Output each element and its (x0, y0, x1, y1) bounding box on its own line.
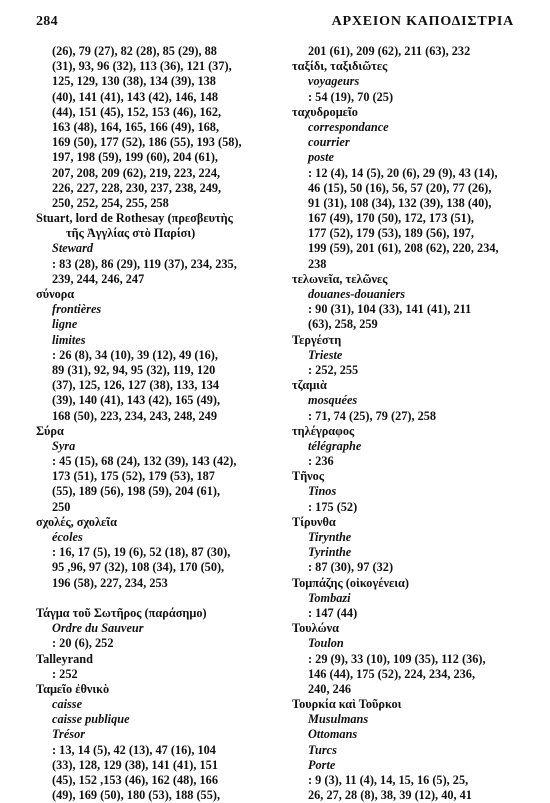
index-entry-french-term: douanes-douaniers (308, 287, 406, 301)
index-entry-heading: Τίρυνθα (292, 514, 336, 529)
index-entry-continuation: 201 (61), 209 (62), 211 (63), 232 (308, 44, 471, 58)
index-entry-continuation: 197, 198 (59), 199 (60), 204 (61), (52, 150, 218, 165)
index-column-left (36, 44, 274, 803)
index-entry-heading: τζαμιὰ (292, 378, 327, 393)
index-entry-french-term: courrier (308, 135, 350, 150)
page-number: 284 (36, 14, 58, 29)
index-entry-french-term: Syra (52, 438, 76, 453)
index-entry-french-term: correspondance (308, 119, 389, 134)
index-entry-pages: : 87 (30), 97 (32) (308, 560, 394, 575)
index-entry-continuation: 226, 227, 228, 230, 237, 238, 249, (52, 180, 222, 195)
index-entry-french-term: Toulon (308, 636, 344, 651)
index-entry-heading: Talleyrand (36, 651, 93, 666)
index-entry-heading: τηλέγραφος (292, 423, 355, 438)
index-entry-heading: ταχυδρομεῖο (292, 104, 358, 119)
index-entry-heading: Ταμεῖο ἐθνικὸ (36, 681, 110, 696)
index-entry-heading: σχολές, σχολεῖα (36, 514, 117, 529)
index-entry-continuation: 199 (59), 201 (61), 208 (62), 220, 234, (308, 241, 499, 256)
index-entry-french-term: Trieste (308, 347, 343, 362)
index-entry-continuation: (26), 79 (27), 82 (28), 85 (29), 88 (52, 44, 217, 58)
index-entry-continuation: 250 (52, 499, 71, 514)
index-entry-heading: σύνορα (36, 287, 75, 301)
index-entry-french-term: caisse publique (52, 712, 130, 727)
index-entry-heading: Σύρα (36, 423, 64, 438)
index-entry-continuation: (44), 151 (45), 152, 153 (46), 162, (52, 104, 222, 119)
index-entry-continuation: 163 (48), 164, 165, 166 (49), 168, (52, 119, 220, 134)
index-entry-pages: : 252, 255 (308, 362, 359, 377)
index-entry-continuation: 146 (44), 175 (52), 224, 234, 236, (308, 666, 476, 681)
index-entry-continuation: 46 (15), 50 (16), 56, 57 (20), 77 (26), (308, 180, 492, 195)
index-entry-heading: Τῆνος (292, 469, 325, 484)
index-entry-continuation: (33), 128, 129 (38), 141 (41), 151 (52, 757, 218, 772)
index-entry-french-term: voyageurs (308, 74, 360, 89)
index-entry-heading: Stuart, lord de Rothesay (πρεσβευτὴς (36, 211, 233, 226)
index-entry-pages: : 13, 14 (5), 42 (13), 47 (16), 104 (52, 742, 216, 757)
index-entry-continuation: (39), 140 (41), 143 (42), 165 (49), (52, 393, 221, 408)
index-entry-heading: Τουρκία καὶ Τοῦρκοι (292, 697, 402, 712)
index-entry-continuation: 26, 27, 28 (8), 38, 39 (12), 40, 41 (308, 788, 472, 803)
index-entry-french-term: frontières (52, 302, 102, 317)
index-entry-pages: : 175 (52) (308, 499, 358, 514)
index-entry-pages: : 83 (28), 86 (29), 119 (37), 234, 235, (52, 256, 237, 271)
index-entry-continuation: 168 (50), 223, 234, 243, 248, 249 (52, 408, 217, 423)
index-entry-pages: : 252 (52, 666, 78, 681)
index-entry-french-term: télégraphe (308, 438, 362, 453)
index-entry-continuation: 238 (308, 256, 327, 271)
index-entry-pages: : 26 (8), 34 (10), 39 (12), 49 (16), (52, 347, 218, 362)
index-entry-continuation: (37), 125, 126, 127 (38), 133, 134 (52, 378, 220, 393)
index-entry-pages: : 16, 17 (5), 19 (6), 52 (18), 87 (30), (52, 545, 231, 560)
index-entry-french-term: Porte (308, 757, 336, 772)
running-header (36, 14, 514, 36)
index-entry-french-term: limites (52, 332, 86, 347)
index-spacer (36, 591, 274, 606)
running-head-title: ΑΡΧΕΙΟΝ ΚΑΠΟΔΙΣΤΡΙΑ (331, 14, 514, 29)
index-entry-heading: Τομπάζης (οἰκογένεια) (292, 575, 409, 590)
index-entry-continuation: 173 (51), 175 (52), 179 (53), 187 (52, 469, 215, 484)
index-entry-pages: : 45 (15), 68 (24), 132 (39), 143 (42), (52, 454, 237, 469)
index-entry-pages: : 20 (6), 252 (52, 636, 114, 651)
index-entry-french-term: Steward (52, 241, 93, 256)
index-entry-heading: τελωνεῖα, τελῶνες (292, 271, 388, 286)
index-entry-french-term: mosquées (308, 393, 358, 408)
index-entry-pages: : 90 (31), 104 (33), 141 (41), 211 (308, 302, 472, 317)
index-entry-heading: Τουλώνα (292, 621, 340, 636)
index-entry-continuation: 125, 129, 130 (38), 134 (39), 138 (52, 74, 216, 89)
index-entry-french-term: caisse (52, 697, 83, 712)
index-entry-continuation: 167 (49), 170 (50), 172, 173 (51), (308, 211, 474, 226)
index-entry-continuation: 169 (50), 177 (52), 186 (55), 193 (58), (52, 135, 242, 150)
index-entry-french-term: Turcs (308, 742, 337, 757)
index-entry-heading: ταξίδι, ταξιδιῶτες (292, 59, 388, 74)
index-entry-french-term: Tyrinthe (308, 545, 352, 560)
index-entry-continuation: 196 (58), 227, 234, 253 (52, 575, 168, 590)
index-entry-french-term: écoles (52, 530, 83, 544)
index-entry-continuation: 89 (31), 92, 94, 95 (32), 119, 120 (52, 362, 216, 377)
index-entry-french-term: Trésor (52, 727, 86, 742)
index-entry-french-term: Tombazi (308, 590, 351, 605)
index-entry-pages: : 12 (4), 14 (5), 20 (6), 29 (9), 43 (14), (308, 165, 498, 180)
index-entry-continuation: 239, 244, 246, 247 (52, 271, 145, 286)
index-entry-continuation: (31), 93, 96 (32), 113 (36), 121 (37), (52, 59, 232, 74)
index-entry-french-term: ligne (52, 317, 78, 332)
index-entry-pages: : 147 (44) (308, 605, 358, 620)
index-entry-heading: Τεργέστη (292, 332, 342, 347)
index-entry-heading: Τάγμα τοῦ Σωτῆρος (παράσημο) (36, 605, 207, 620)
index-entry-continuation: 207, 208, 209 (62), 219, 223, 224, (52, 165, 221, 180)
index-entry-continuation: (45), 152 ,153 (46), 162 (48), 166 (52, 773, 218, 787)
index-entry-french-term: Musulmans (308, 712, 369, 727)
index-entry-french-term: Tinos (308, 484, 337, 499)
index-entry-pages: : 236 (308, 454, 334, 469)
index-entry-pages: : 71, 74 (25), 79 (27), 258 (308, 408, 437, 423)
index-column-right (292, 44, 518, 803)
index-entry-pages: : 9 (3), 11 (4), 14, 15, 16 (5), 25, (308, 773, 469, 787)
index-entry-french-term: Ottomans (308, 727, 358, 742)
index-entry-continuation: 95 ,96, 97 (32), 108 (34), 170 (50), (52, 560, 225, 575)
index-entry-pages: : 54 (19), 70 (25) (308, 89, 394, 104)
index-entry-continuation: τῆς Ἀγγλίας στὸ Παρίσι) (66, 226, 196, 241)
index-entry-continuation: 177 (52), 179 (53), 189 (56), 197, (308, 226, 474, 241)
index-entry-french-term: Ordre du Sauveur (52, 621, 144, 636)
index-entry-continuation: 240, 246 (308, 681, 352, 696)
index-entry-french-term: poste (308, 150, 334, 165)
index-entry-continuation: (40), 141 (41), 143 (42), 146, 148 (52, 89, 218, 104)
index-entry-continuation: (55), 189 (56), 198 (59), 204 (61), (52, 484, 221, 499)
index-entry-continuation: (49), 169 (50), 180 (53), 188 (55), (52, 788, 221, 803)
index-entry-pages: : 29 (9), 33 (10), 109 (35), 112 (36), (308, 651, 486, 666)
index-entry-continuation: 250, 252, 254, 255, 258 (52, 195, 169, 210)
index-entry-continuation: (63), 258, 259 (308, 317, 378, 332)
index-entry-continuation: 91 (31), 108 (34), 132 (39), 138 (40), (308, 195, 492, 210)
index-entry-french-term: Tirynthe (308, 530, 352, 544)
